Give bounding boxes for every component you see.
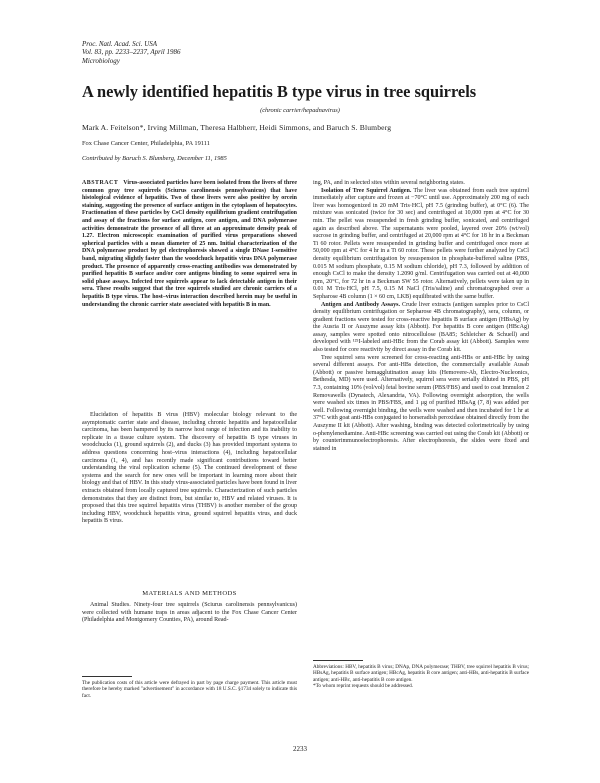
correspondence-footnote: *To whom reprint requests should be addressed. (313, 682, 414, 689)
journal-volume: Vol. 83, pp. 2233–2237, April 1986 (82, 48, 181, 57)
paper-title: A newly identified hepatitis B type virus in tree squirrels (82, 82, 477, 101)
paper-subtitle: (chronic carrier/hepadnavirus) (260, 107, 340, 114)
footnote-rule-left (82, 676, 132, 677)
footnote-right (313, 664, 529, 689)
isolation-subhead: Isolation of Tree Squirrel Antigen. (321, 187, 412, 194)
introduction (82, 412, 297, 526)
footnote-rule-right (313, 660, 363, 661)
methods-heading: MATERIALS AND METHODS (142, 590, 237, 597)
affiliation: Fox Chase Cancer Center, Philadelphia, PA 19111 (82, 140, 210, 147)
abstract-label: ABSTRACT (82, 180, 119, 186)
animal-studies-subhead: Animal Studies. (90, 602, 131, 608)
journal-section: Microbiology (82, 56, 120, 65)
abstract (82, 180, 297, 309)
animal-studies-text: Ninety-four tree squirrels (Sciurus carolinensis pennsylvanicus) were collected with humane traps in areas adjacent to the Fox Chase Cancer Center (Philadelphia and Montgomery Counties, PA), around Read- (82, 602, 298, 624)
methods-left (82, 602, 297, 625)
page-number: 2233 (293, 745, 307, 753)
right-col-continuation: ing, PA, and in selected sites within several neighboring states. (313, 180, 465, 186)
intro-paragraph: Elucidation of hepatitis B virus (HBV) molecular biology relevant to the asymptomatic carrier state and disease, including chronic hepatitis and hepatocellular carcinoma, has been hampered by its narrow host range of infection and its inability to replicate in a tissue culture system. The discovery of hepatitis B type viruses in woodchucks (1), ground squirrels (2), and ducks (3) has provided important systems to address questions concerning host–virus interactions (4), including hepatocellular carcinoma (1, 4), and has recently made significant contributions toward better understanding the viral replication scheme (5). The continued development of these systems and the search for new ones will be important in learning more about their biology and that of HBV. In this study virus-associated particles have been found in liver extracts obtained from locally captured tree squirrels. Characterization of such particles demonstrates that they are distinct from, but similar to, HBV and related viruses. It is proposed that this tree squirrel hepatitis virus (THBV) is another member of the group including HBV, woodchuck hepatitis virus, ground squirrel hepatitis virus, and duck hepatitis B virus. (82, 412, 298, 525)
abstract-text: Virus-associated particles have been isolated from the livers of three common gray tree squirrels (Sciurus carolinensis pennsylvanicus) that have histological evidence of hepatitis. Two of these livers were also positive by orcein staining, suggesting the presence of surface antigen in the cytoplasm of hepatocytes. Fractionation of these particles by CsCl density equilibrium gradient centrifugation and assay of the fractions for surface antigen, core antigen, and DNA polymerase activities demonstrate the presence of all three at an approximate density peak of 1.27. Electron microscopic examination of purified virus preparations showed spherical particles with a mean diameter of 25 nm. Initial characterization of the DNA polymerase product by gel electrophoresis showed a single DNase I-sensitive band, migrating slightly faster than the woodchuck hepatitis virus DNA polymerase product. The presence of apparently cross-reacting antibodies was demonstrated by purified hepatitis B surface and/or core antigens binding to some squirrel sera in solid phase assays. Infected tree squirrels appear to lack detectable antigen in their sera. These results suggest that the tree squirrels studied are chronic carriers of a hepatitis B type virus. The host–virus interaction described herein may be useful in understanding the chronic carrier state associated with hepatitis B in man. (82, 180, 297, 308)
isolation-text: The liver was obtained from each tree squirrel immediately after capture and frozen at −70°C until use. Approximately 200 mg of each liver was homogenized in 20 mM Tris·HCl, pH 7.5 (grinding buffer), at 0°C (6). The mixture was sonicated (twice for 30 sec) and centrifuged at 10,000 rpm at 4°C for 30 min. The pellet was resuspended in fresh grinding buffer, sonicated, and centrifuged again as described above. The supernatants were pooled, layered over 20% (wt/vol) sucrose in grinding buffer, and centrifuged at 20,000 rpm at 4°C for 18 hr in a Beckman Ti 60 rotor. Pellets were resuspended in grinding buffer and centrifuged once more at 50,000 rpm at 4°C for 4 hr in a Ti 60 rotor. These pellets were further analyzed by CsCl density equilibrium centrifugation by resuspension in phosphate-buffered saline (PBS, 0.015 M sodium phosphate, 0.15 M sodium chloride), pH 7.3, followed by addition of enough CsCl to make the density 1.2090 g/ml. Centrifugation was carried out at 40,000 rpm, 20°C, for 72 hr in a Beckman SW 55 rotor. Alternatively, pellets were taken up in 0.01 M Tris·HCl, pH 7.5, 0.15 M NaCl (Tris/saline) and chromatographed over a Sepharose 4B column (1 × 60 cm, LKB) equilibrated with the same buffer. (313, 187, 530, 300)
journal-name: Proc. Natl. Acad. Sci. USA (82, 40, 158, 48)
contributed-line: Contributed by Baruch S. Blumberg, December 11, 1985 (82, 155, 227, 162)
antigen-text: Crude liver extracts (antigen samples prior to CsCl density equilibrium centrifugation or Sepharose 4B chromatography), sera, column, or gradient fractions were tested for cross-reactive hepatitis B surface antigen (HBsAg) by the Ausria II or Auszyme assay kits (Abbott). For hepatitis B core antigen (HBcAg) assay, samples were spotted onto nitrocellulose (BA85; Schleicher & Schuell) and developed with ¹²⁵I-labeled anti-HBc from the Corab assay kit (Abbott). Samples were also tested for core reactivity by direct assay in the Corab kit. (313, 301, 530, 354)
footnote-publication: The publication costs of this article were defrayed in part by page charge payment. This article must therefore be hereby marked "advertisement" in accordance with 18 U.S.C. §1734 solely to indicate this fact. (82, 680, 297, 699)
journal-header (82, 40, 180, 65)
abbreviations-footnote: Abbreviations: HBV, hepatitis B virus; DNAp, DNA polymerase; THBV, tree squirrel hepatitis B virus; HBsAg, hepatitis B surface antigen; HBcAg, hepatitis B core antigen; anti-HBs, anti-hepatitis B surface antigen; anti-HBc, anti-hepatitis B core antigen. (313, 664, 529, 683)
right-column (313, 180, 529, 453)
sera-paragraph: Tree squirrel sera were screened for cross-reacting anti-HBs or anti-HBc by using several different assays. For anti-HBs detection, the commercially available Ausab (Abbott) or passive hemagglutination assay kits (Hemovere-Ab, Electro-Nucleonics, Bethesda, MD) were used. Alternatively, squirrel sera were serially diluted in PBS, pH 7.3, containing 10% (vol/vol) fetal bovine serum (PBS/FBS) and used to coat Immulon 2 Removawells (Dynatech, Alexandria, VA). Following overnight adsorption, the wells were washed six times in PBS/FBS, and 1 μg of purified HBsAg (7, 8) was added per well. Following overnight binding, the wells were washed and then incubated for 1 hr at 37°C with goat anti-HBs conjugated to horseradish peroxidase obtained directly from the Auszyme II kit (Abbott). After washing, binding was detected colorimetrically by using o-phenylenediamine. Anti-HBc screening was carried out using the Corab kit (Abbott) or by counterimmunoelectrophoresis. After electrophoresis, the slides were fixed and stained in (313, 354, 529, 452)
antigen-subhead: Antigen and Antibody Assays. (321, 301, 400, 308)
author-list: Mark A. Feitelson*, Irving Millman, Theresa Halbherr, Heidi Simmons, and Baruch S. Blumberg (82, 123, 392, 132)
